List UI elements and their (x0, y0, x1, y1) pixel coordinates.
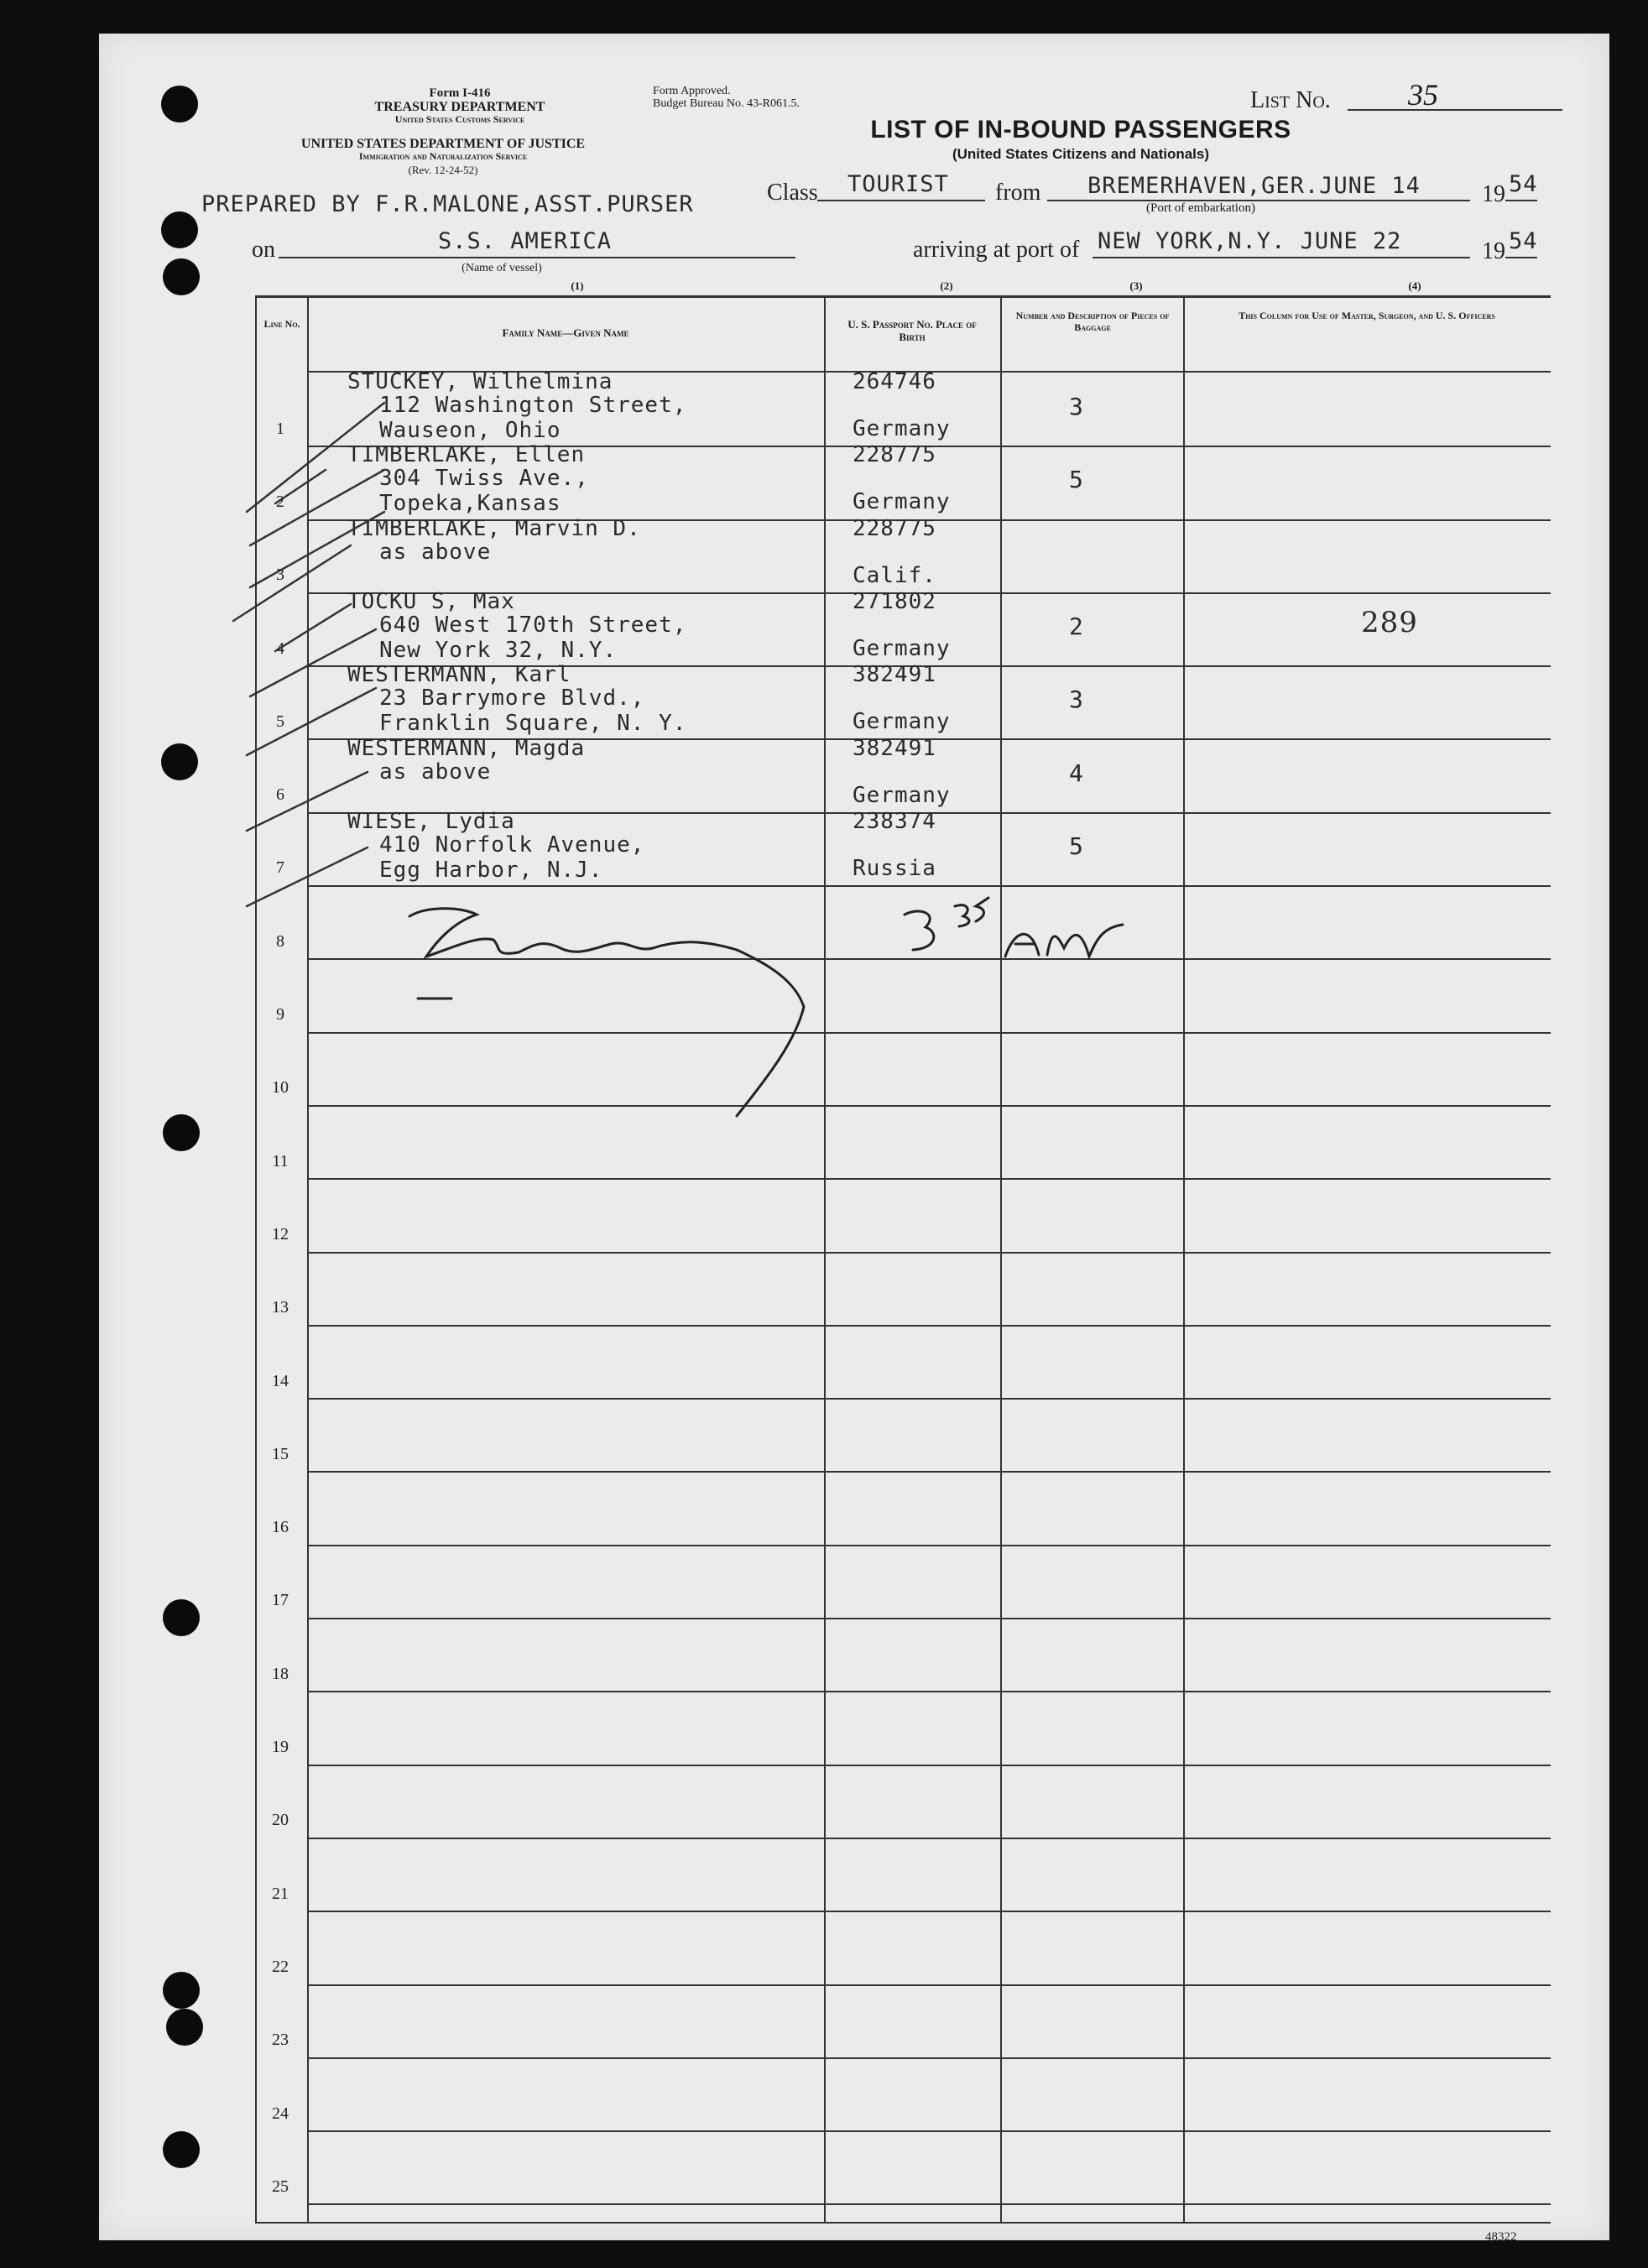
form-footer-number: 48322 (1485, 2230, 1517, 2244)
passenger-name: WESTERMANN, Magda (347, 735, 586, 761)
row-line-number: 25 (272, 2177, 289, 2196)
baggage-count: 2 (1069, 612, 1084, 640)
passenger-address-1: 23 Barrymore Blvd., (379, 686, 645, 712)
header-baggage: Number and Description of Pieces of Baggage (1015, 310, 1170, 333)
row-line-number: 16 (272, 1518, 289, 1537)
check-mark (250, 470, 384, 545)
row-line-number: 23 (272, 2031, 289, 2050)
place-of-birth: Germany (853, 782, 951, 808)
time-scribble (905, 898, 1123, 957)
col-num-2: (2) (940, 279, 953, 292)
row-line-number: 22 (272, 1957, 289, 1976)
prepared-by: PREPARED BY F.R.MALONE,ASST.PURSER (201, 191, 694, 217)
port-embarkation-caption: (Port of embarkation) (1146, 201, 1255, 215)
passport-number: 264746 (853, 369, 936, 394)
passenger-address-1: as above (379, 539, 492, 565)
passenger-name: TIMBERLAKE, Ellen (347, 442, 586, 468)
row-line-number: 17 (272, 1591, 289, 1610)
arriving-label: arriving at port of (913, 237, 1080, 263)
row-line-number: 11 (272, 1151, 289, 1170)
check-mark (247, 403, 384, 512)
header-officers: This Column for Use of Master, Surgeon, and U. S. Officers (1239, 310, 1495, 321)
arriving-value: NEW YORK,N.Y. JUNE 22 (1098, 228, 1402, 254)
form-subtitle: (United States Citizens and Nationals) (952, 146, 1210, 162)
check-mark (275, 604, 351, 651)
row-line-number: 12 (272, 1224, 289, 1243)
check-mark (250, 629, 376, 696)
form-approved: Form Approved. (653, 85, 731, 97)
row-line-number: 14 (272, 1371, 289, 1390)
passport-number: 238374 (853, 808, 936, 834)
on-label: on (252, 237, 275, 263)
row-line-number: 7 (276, 858, 284, 878)
form-title: LIST OF IN-BOUND PASSENGERS (870, 116, 1291, 143)
check-mark (247, 688, 376, 755)
place-of-birth: Germany (853, 416, 951, 441)
check-mark (250, 512, 384, 587)
passenger-address-2: Egg Harbor, N.J. (379, 857, 603, 883)
revision-date: (Rev. 12-24-52) (408, 164, 478, 176)
row-line-number: 19 (272, 1738, 289, 1757)
place-of-birth: Calif. (853, 562, 936, 588)
row-line-number: 6 (276, 785, 284, 805)
passenger-name: STUCKEY, Wilhelmina (347, 369, 613, 394)
baggage-count: 5 (1069, 466, 1084, 494)
passenger-name: TIMBERLAKE, Marvin D. (347, 515, 641, 541)
passport-number: 382491 (853, 735, 936, 761)
customs-service: United States Customs Service (394, 113, 525, 125)
check-mark (233, 545, 351, 621)
passport-number: 228775 (853, 442, 936, 468)
baggage-count: 4 (1069, 759, 1084, 787)
place-of-birth: Germany (853, 709, 951, 735)
signature-scribble (409, 909, 804, 1116)
place-of-birth: Russia (853, 855, 936, 881)
class-label: Class (767, 180, 818, 206)
from-label: from (995, 180, 1041, 206)
form-number: Form I-416 (429, 86, 491, 100)
row-line-number: 8 (276, 931, 284, 951)
passenger-name: WIESE, Lydia (347, 808, 515, 834)
passport-number: 228775 (853, 515, 936, 541)
row-line-number: 15 (272, 1444, 289, 1463)
ins-service: Immigration and Naturalization Service (358, 150, 528, 162)
header-name: Family Name—Given Name (502, 326, 629, 339)
row-line-number: 20 (272, 1811, 289, 1830)
form-sheet (99, 34, 1609, 2244)
year-prefix-2: 19 (1482, 238, 1505, 264)
class-value: TOURIST (847, 171, 949, 197)
budget-bureau: Budget Bureau No. 43-R061.5. (653, 97, 800, 110)
baggage-count: 5 (1069, 832, 1084, 860)
passenger-address-1: as above (379, 759, 492, 785)
check-mark (247, 772, 368, 831)
row-line-number: 2 (276, 492, 284, 511)
row-line-number: 21 (272, 1884, 289, 1903)
handwriting-layer (99, 34, 1609, 2240)
row-line-number: 5 (276, 712, 284, 731)
passport-number: 271802 (853, 588, 936, 614)
passenger-name: WESTERMANN, Karl (347, 662, 571, 688)
list-no-value: 35 (1408, 78, 1438, 112)
passenger-address-2: Franklin Square, N. Y. (379, 711, 687, 737)
year-prefix-1: 19 (1482, 181, 1505, 207)
passport-number: 382491 (853, 662, 936, 688)
passenger-name: TOCKU S, Max (347, 588, 515, 614)
passenger-address-1: 304 Twiss Ave., (379, 466, 589, 492)
check-mark (275, 470, 326, 503)
baggage-count: 3 (1069, 393, 1084, 420)
passenger-address-2: Wauseon, Ohio (379, 418, 561, 443)
officer-note: 289 (1361, 605, 1418, 639)
col-num-1: (1) (571, 279, 584, 292)
from-value: BREMERHAVEN,GER.JUNE 14 (1087, 173, 1421, 199)
row-line-number: 13 (272, 1298, 289, 1317)
baggage-count: 3 (1069, 686, 1084, 714)
list-no-label: List No. (1250, 87, 1331, 113)
justice-dept: UNITED STATES DEPARTMENT OF JUSTICE (300, 137, 586, 151)
passenger-address-2: Topeka,Kansas (379, 491, 561, 517)
treasury-dept: TREASURY DEPARTMENT (374, 100, 545, 114)
place-of-birth: Germany (853, 489, 951, 515)
passenger-address-1: 640 West 170th Street, (379, 612, 687, 638)
row-line-number: 4 (276, 639, 284, 658)
passenger-address-1: 410 Norfolk Avenue, (379, 832, 645, 858)
row-line-number: 10 (272, 1078, 289, 1098)
vessel-name: S.S. AMERICA (438, 228, 613, 254)
col-num-3: (3) (1129, 279, 1143, 292)
passenger-address-2: New York 32, N.Y. (379, 637, 618, 663)
place-of-birth: Germany (853, 635, 951, 661)
row-line-number: 9 (276, 1005, 284, 1025)
row-line-number: 24 (272, 2104, 289, 2123)
check-mark (247, 847, 368, 906)
row-line-number: 18 (272, 1664, 289, 1683)
year-1: 54 (1509, 171, 1538, 197)
vessel-caption: (Name of vessel) (462, 262, 542, 274)
row-line-number: 1 (276, 419, 284, 438)
year-2: 54 (1509, 228, 1538, 254)
header-passport: U. S. Passport No. Place of Birth (847, 318, 977, 343)
passenger-address-1: 112 Washington Street, (379, 393, 687, 418)
header-line-no: Line No. (263, 318, 300, 330)
col-num-4: (4) (1408, 279, 1421, 292)
row-line-number: 3 (276, 566, 284, 585)
